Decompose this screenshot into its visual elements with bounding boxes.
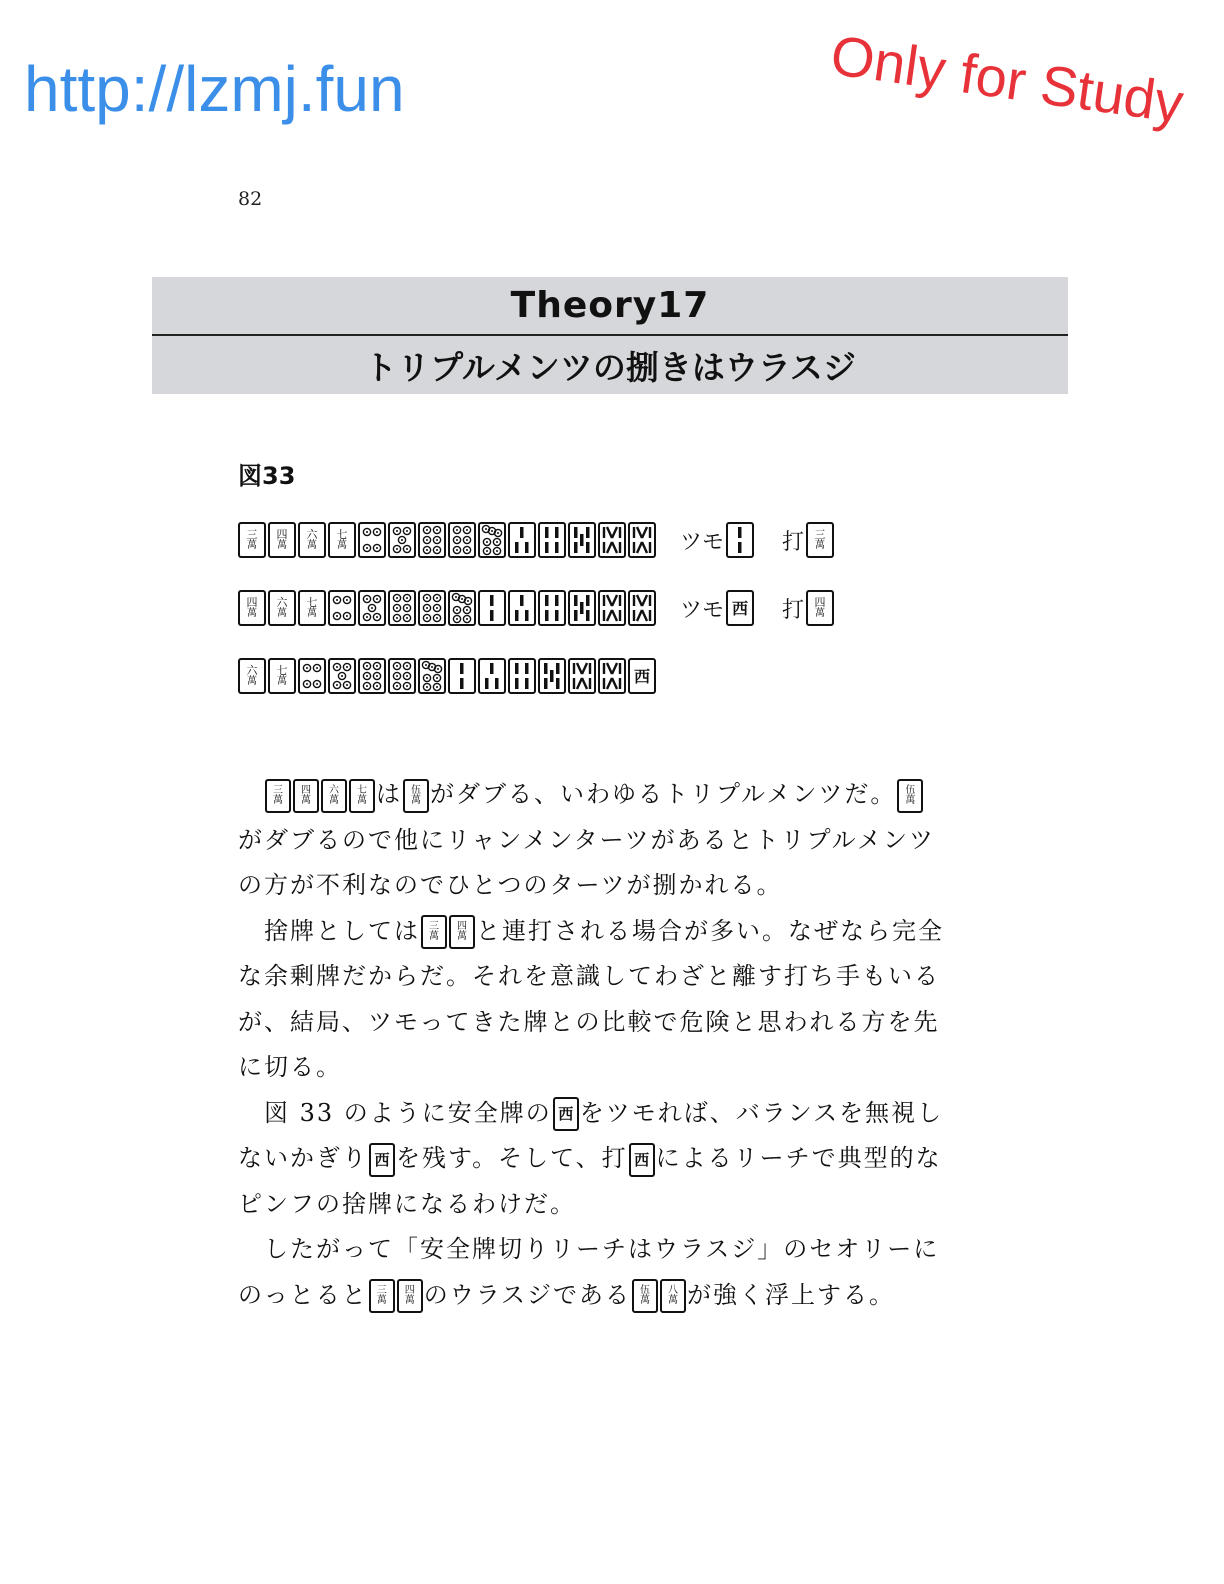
tile-sou-2-icon: [478, 590, 506, 626]
pin-dot-center: [426, 539, 428, 541]
text: によるリーチで典型的なピンフの捨牌になるわけだ。: [238, 1144, 942, 1218]
hand-tiles: [238, 590, 658, 626]
pin-dot-center: [336, 599, 338, 601]
pin-dot-center: [401, 539, 403, 541]
sou-stick: [515, 610, 519, 621]
tile-pin-5-icon: [358, 590, 386, 626]
pin-dot-center: [406, 530, 408, 532]
paragraph-1: [238, 772, 950, 909]
figure-label: 図33: [238, 462, 296, 490]
sou-stick: [607, 542, 612, 553]
sou-stick: [525, 542, 529, 553]
inline-tiles: [420, 917, 476, 945]
pin-dot-center: [376, 685, 378, 687]
pin-dot-center: [376, 598, 378, 600]
tile-west-icon: 西: [628, 658, 656, 694]
tile-pin-4-icon: [358, 522, 386, 558]
sou-stick: [574, 610, 578, 621]
tile-man-3-icon: 三 萬: [369, 1279, 395, 1313]
text: したがって「安全牌切りリーチはウラスジ」のセオリーにのっとると: [238, 1235, 940, 1309]
tile-sou-8-icon: [568, 658, 596, 694]
draw-tile: [726, 522, 756, 558]
sou-stick: [637, 610, 642, 621]
sou-stick: [574, 542, 578, 553]
tile-man-3-icon: 三 萬: [806, 522, 834, 558]
sou-stick: [515, 542, 519, 553]
sou-stick: [544, 678, 548, 689]
tile-sou-3-icon: [478, 658, 506, 694]
tile-man-6-icon: 六 萬: [298, 522, 326, 558]
pin-dot-center: [371, 607, 373, 609]
tile-sou-8-icon: [598, 590, 626, 626]
text: と連打される場合が多い。なぜなら完全な余剰牌だからだ。それを意識してわざと離す打ち手もいるが、結局、ツモってきた牌との比較で危険と思われる方を先に切る。: [238, 916, 944, 1081]
pin-dot-center: [456, 618, 458, 620]
text: は: [376, 780, 402, 808]
pin-dot-center: [406, 685, 408, 687]
tile-man-3-icon: 三 萬: [421, 915, 447, 949]
sou-stick: [544, 663, 548, 674]
pin-dot-center: [466, 539, 468, 541]
sou-stick: [642, 542, 647, 553]
sou-stick: [642, 595, 647, 606]
sou-stick: [612, 610, 617, 621]
sou-stick: [580, 534, 584, 546]
discard-tile: [806, 522, 836, 558]
tile-pin-6-icon: [388, 658, 416, 694]
pin-dot-center: [426, 686, 428, 688]
sou-stick: [586, 595, 590, 606]
watermark-url: http://lzmj.fun: [24, 53, 405, 125]
pin-dot-center: [466, 618, 468, 620]
pin-dot-center: [485, 528, 487, 530]
pin-dot-center: [336, 666, 338, 668]
sou-stick: [637, 595, 642, 606]
tile-man-6-icon: 六 萬: [268, 590, 296, 626]
pin-dot-center: [346, 666, 348, 668]
pin-dot-center: [336, 615, 338, 617]
pin-dot-center: [306, 683, 308, 685]
sou-stick: [460, 678, 464, 689]
tile-pin-4-icon: [328, 590, 356, 626]
pin-dot-center: [336, 684, 338, 686]
pin-dot-center: [486, 550, 488, 552]
tile-man-4-icon: 四 萬: [268, 522, 296, 558]
tile-man-3-icon: 三 萬: [238, 522, 266, 558]
pin-dot-center: [436, 597, 438, 599]
sou-stick: [612, 542, 617, 553]
pin-dot-center: [366, 531, 368, 533]
sou-stick: [490, 610, 494, 621]
sou-stick: [520, 595, 524, 606]
page-number: 82: [238, 188, 263, 210]
sou-stick: [515, 663, 519, 674]
tile-sou-4-icon: [538, 590, 566, 626]
pin-dot-center: [406, 548, 408, 550]
tile-pin-4-icon: [298, 658, 326, 694]
sou-stick: [545, 610, 549, 621]
sou-stick: [577, 663, 582, 674]
tile-sou-3-icon: [508, 590, 536, 626]
tile-man-3-icon: 三 萬: [265, 779, 291, 813]
sou-stick: [460, 663, 464, 674]
pin-dot-center: [496, 541, 498, 543]
text: がダブる、いわゆるトリプルメンツだ。: [430, 780, 897, 808]
sou-stick: [555, 542, 559, 553]
draw-label: ツモ: [680, 597, 725, 623]
pin-dot-center: [346, 599, 348, 601]
sou-stick: [612, 663, 617, 674]
discard-label: 打: [782, 597, 805, 623]
sou-stick: [580, 602, 584, 614]
inline-tiles: [628, 1144, 656, 1172]
pin-dot-center: [366, 616, 368, 618]
title-english: Theory17: [510, 285, 710, 326]
pin-dot-center: [491, 530, 493, 532]
sou-stick: [574, 527, 578, 538]
pin-dot-center: [406, 607, 408, 609]
tile-man-4-icon: 四 萬: [293, 779, 319, 813]
tile-man-7-icon: 七 萬: [349, 779, 375, 813]
inline-tiles: [631, 1281, 687, 1309]
row-action: [680, 522, 836, 558]
pin-dot-center: [306, 667, 308, 669]
pin-dot-center: [456, 529, 458, 531]
tile-man-4-icon: 四 萬: [806, 590, 834, 626]
pin-dot-center: [396, 530, 398, 532]
sou-stick: [525, 663, 529, 674]
sou-stick: [607, 610, 612, 621]
tile-sou-8-icon: [598, 522, 626, 558]
pin-dot-center: [406, 617, 408, 619]
tile-pin-6-icon: [418, 590, 446, 626]
sou-stick: [612, 527, 617, 538]
pin-dot-center: [431, 666, 433, 668]
inline-tiles: [264, 780, 376, 808]
watermark-study: Only for Study: [827, 22, 1188, 135]
sou-stick: [582, 678, 587, 689]
pin-dot-center: [346, 684, 348, 686]
pin-dot-center: [316, 667, 318, 669]
tile-pin-6-icon: [418, 522, 446, 558]
sou-stick: [582, 663, 587, 674]
tile-sou-8-icon: [628, 522, 656, 558]
draw-label: ツモ: [680, 529, 725, 555]
tile-man-5-icon: 伍 萬: [403, 779, 429, 813]
text: がダブるので他にリャンメンターツがあるとトリプルメンツの方が不利なのでひとつのターツが捌かれる。: [238, 825, 935, 899]
sou-stick: [555, 610, 559, 621]
pin-dot-center: [426, 529, 428, 531]
pin-dot-center: [376, 547, 378, 549]
pin-dot-center: [396, 548, 398, 550]
hand-row-1: [238, 520, 836, 560]
pin-dot-center: [366, 685, 368, 687]
tile-man-6-icon: 六 萬: [238, 658, 266, 694]
tile-sou-2-icon: [726, 522, 754, 558]
text: が強く浮上する。: [687, 1280, 896, 1309]
tile-sou-5-icon: [538, 658, 566, 694]
sou-stick: [550, 670, 554, 682]
inline-tiles: [368, 1281, 424, 1309]
tile-man-7-icon: 七 萬: [328, 522, 356, 558]
sou-stick: [545, 527, 549, 538]
discard-label: 打: [782, 529, 805, 555]
tile-man-6-icon: 六 萬: [321, 779, 347, 813]
sou-stick: [637, 542, 642, 553]
tile-man-4-icon: 四 萬: [238, 590, 266, 626]
sou-stick: [555, 595, 559, 606]
sou-stick: [577, 678, 582, 689]
pin-dot-center: [496, 550, 498, 552]
sou-stick: [525, 610, 529, 621]
pin-dot-center: [376, 665, 378, 667]
pin-dot-center: [466, 609, 468, 611]
sou-stick: [556, 663, 560, 674]
hand-tiles: [238, 658, 658, 694]
tile-pin-5-icon: [328, 658, 356, 694]
paragraph-3: [238, 1091, 950, 1228]
tile-man-8-icon: 八 萬: [660, 1279, 686, 1313]
tile-pin-7-icon: [418, 658, 446, 694]
row-action: [680, 590, 836, 626]
sou-stick: [586, 542, 590, 553]
pin-dot-center: [396, 685, 398, 687]
sou-stick: [607, 527, 612, 538]
pin-dot-center: [456, 539, 458, 541]
sou-stick: [642, 610, 647, 621]
paragraph-2: [238, 909, 950, 1091]
discard-tile: [806, 590, 836, 626]
tile-pin-5-icon: [388, 522, 416, 558]
pin-dot-center: [426, 617, 428, 619]
sou-stick: [545, 542, 549, 553]
tile-west-icon: 西: [629, 1143, 655, 1177]
pin-dot-center: [486, 541, 488, 543]
pin-dot-center: [456, 549, 458, 551]
paragraph-4: [238, 1227, 950, 1318]
pin-dot-center: [376, 531, 378, 533]
sou-stick: [612, 678, 617, 689]
sou-stick: [612, 595, 617, 606]
tile-west-icon: 西: [726, 590, 754, 626]
inline-tiles: [368, 1144, 396, 1172]
pin-dot-center: [341, 675, 343, 677]
text: のウラスジである: [423, 1280, 632, 1309]
pin-dot-center: [436, 539, 438, 541]
pin-dot-center: [467, 600, 469, 602]
pin-dot-center: [346, 615, 348, 617]
pin-dot-center: [455, 596, 457, 598]
text: 捨牌としては: [264, 916, 420, 945]
pin-dot-center: [396, 597, 398, 599]
tile-man-4-icon: 四 萬: [449, 915, 475, 949]
text: をツモれば、バランスを無視しないかぎり: [238, 1098, 944, 1172]
tile-pin-6-icon: [448, 522, 476, 558]
tile-sou-2-icon: [448, 658, 476, 694]
tile-man-7-icon: 七 萬: [298, 590, 326, 626]
title-box: [152, 277, 1068, 394]
sou-stick: [574, 595, 578, 606]
tile-sou-8-icon: [628, 590, 656, 626]
tile-man-5-icon: 伍 萬: [632, 1279, 658, 1313]
body-text: [238, 772, 950, 1318]
pin-dot-center: [497, 532, 499, 534]
text: を残す。そして、打: [396, 1144, 628, 1172]
pin-dot-center: [366, 598, 368, 600]
pin-dot-center: [456, 609, 458, 611]
sou-stick: [738, 542, 742, 553]
tile-pin-6-icon: [388, 590, 416, 626]
sou-stick: [515, 678, 519, 689]
tile-sou-5-icon: [568, 522, 596, 558]
pin-dot-center: [436, 607, 438, 609]
pin-dot-center: [366, 547, 368, 549]
pin-dot-center: [437, 668, 439, 670]
pin-dot-center: [425, 664, 427, 666]
sou-stick: [607, 663, 612, 674]
pin-dot-center: [436, 549, 438, 551]
tile-sou-3-icon: [508, 522, 536, 558]
pin-dot-center: [366, 675, 368, 677]
pin-dot-center: [466, 529, 468, 531]
sou-stick: [637, 527, 642, 538]
pin-dot-center: [376, 675, 378, 677]
sou-stick: [586, 610, 590, 621]
pin-dot-center: [396, 607, 398, 609]
sou-stick: [490, 595, 494, 606]
inline-tiles: [552, 1099, 580, 1127]
pin-dot-center: [426, 549, 428, 551]
pin-dot-center: [426, 677, 428, 679]
sou-stick: [490, 663, 494, 674]
tile-west-icon: 西: [553, 1097, 579, 1131]
tile-man-5-icon: 伍 萬: [897, 779, 923, 813]
tile-man-7-icon: 七 萬: [268, 658, 296, 694]
inline-tiles: [402, 780, 430, 808]
pin-dot-center: [376, 616, 378, 618]
pin-dot-center: [436, 529, 438, 531]
pin-dot-center: [466, 549, 468, 551]
tile-pin-7-icon: [448, 590, 476, 626]
tile-pin-7-icon: [478, 522, 506, 558]
pin-dot-center: [396, 675, 398, 677]
hand-tiles: [238, 522, 658, 558]
sou-stick: [607, 595, 612, 606]
title-japanese: トリプルメンツの捌きはウラスジ: [364, 347, 856, 387]
tile-sou-8-icon: [598, 658, 626, 694]
pin-dot-center: [316, 683, 318, 685]
pin-dot-center: [426, 607, 428, 609]
tile-sou-5-icon: [568, 590, 596, 626]
sou-stick: [545, 595, 549, 606]
sou-stick: [642, 527, 647, 538]
tile-man-4-icon: 四 萬: [397, 1279, 423, 1313]
sou-stick: [495, 678, 499, 689]
sou-stick: [555, 527, 559, 538]
pin-dot-center: [436, 617, 438, 619]
text: 図 33 のように安全牌の: [264, 1098, 552, 1127]
sou-stick: [586, 527, 590, 538]
tile-sou-4-icon: [508, 658, 536, 694]
pin-dot-center: [436, 677, 438, 679]
pin-dot-center: [396, 617, 398, 619]
hand-row-2: [238, 588, 836, 628]
sou-stick: [607, 678, 612, 689]
pin-dot-center: [366, 665, 368, 667]
pin-dot-center: [406, 675, 408, 677]
pin-dot-center: [406, 665, 408, 667]
tile-sou-4-icon: [538, 522, 566, 558]
hand-row-3: [238, 656, 658, 696]
pin-dot-center: [396, 665, 398, 667]
inline-tiles: [896, 780, 924, 808]
sou-stick: [556, 678, 560, 689]
pin-dot-center: [461, 598, 463, 600]
sou-stick: [525, 678, 529, 689]
pin-dot-center: [426, 597, 428, 599]
pin-dot-center: [406, 597, 408, 599]
draw-tile: [726, 590, 756, 626]
tile-pin-6-icon: [358, 658, 386, 694]
sou-stick: [520, 527, 524, 538]
tile-west-icon: 西: [369, 1143, 395, 1177]
sou-stick: [485, 678, 489, 689]
pin-dot-center: [436, 686, 438, 688]
sou-stick: [738, 527, 742, 538]
